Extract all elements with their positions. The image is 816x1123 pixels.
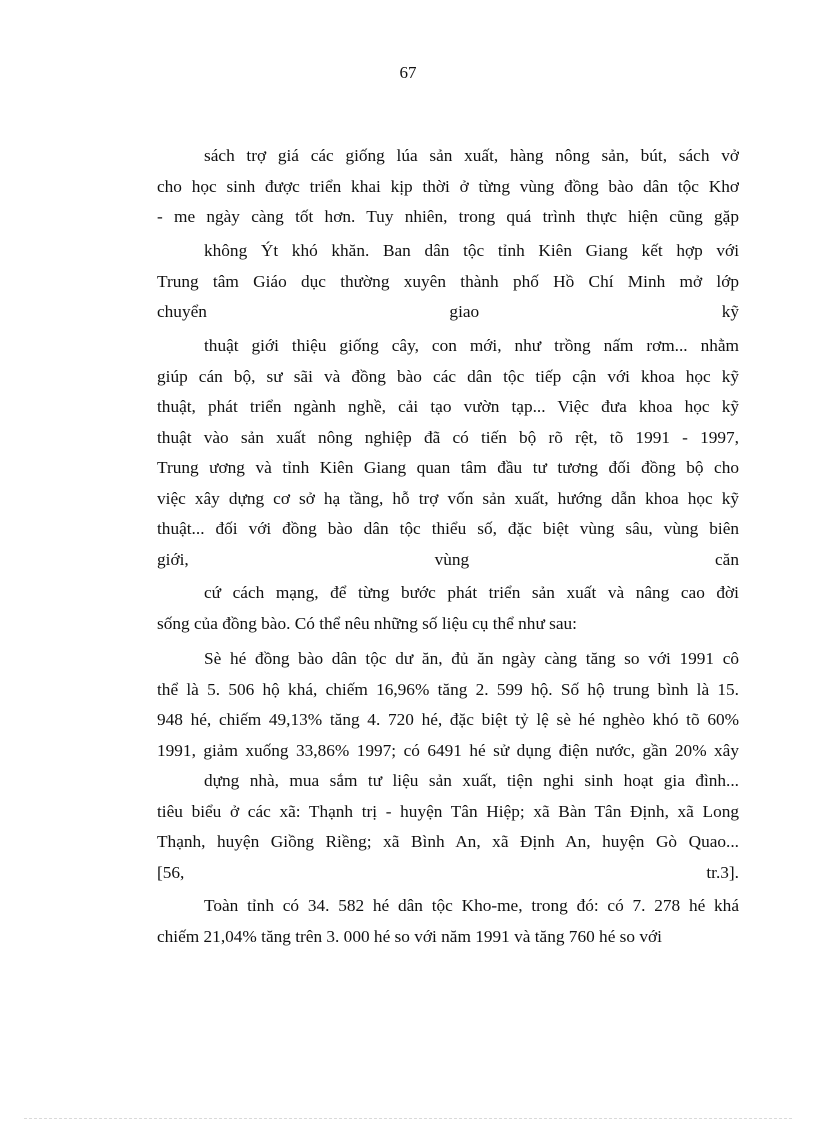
paragraph-2 — [157, 236, 739, 328]
text-line: dựng nhà, mua sắm tư liệu sản xuất, tiện nghi sinh hoạt gia đình... — [204, 771, 739, 790]
text-line: tiêu biểu ở các xã: Thạnh trị - huyện Tân Hiệp; xã Bàn Tân Định, xã Long — [157, 801, 739, 821]
paragraph-6 — [157, 766, 739, 888]
text-line: thể là 5. 506 hộ khá, chiếm 16,96% tăng 2. 599 hộ. Số hộ trung bình là 15. — [157, 679, 739, 699]
text-line: giới, vùng căn — [157, 549, 739, 569]
paragraph-4 — [157, 578, 739, 639]
text-line: Toàn tỉnh có 34. 582 hé dân tộc Kho-me, trong đó: có 7. 278 hé khá — [204, 896, 739, 915]
paragraph-5 — [157, 644, 739, 766]
text-line: chuyển giao kỹ — [157, 302, 739, 321]
paragraph-1 — [157, 141, 739, 233]
text-line: Sè hé đồng bào dân tộc dư ăn, đủ ăn ngày càng tăng so với 1991 cô — [204, 649, 739, 668]
text-line: cứ cách mạng, để từng bước phát triển sản xuất và nâng cao đời — [204, 583, 739, 602]
text-line: Thạnh, huyện Giồng Riềng; xã Bình An, xã Định An, huyện Gò Quao... — [157, 832, 739, 851]
text-line: giúp cán bộ, sư sãi và đồng bào các dân tộc tiếp cận với khoa học kỹ — [157, 366, 739, 386]
text-line: không Ýt khó khăn. Ban dân tộc tỉnh Kiên Giang kết hợp với — [204, 241, 739, 260]
text-line: 948 hé, chiếm 49,13% tăng 4. 720 hé, đặc biệt tỷ lệ sè hé nghèo khó tõ 60% — [157, 710, 739, 729]
text-line: thuật giới thiệu giống cây, con mới, như trồng nấm rơm... nhằm — [204, 336, 739, 355]
text-line: [56, tr.3]. — [157, 862, 739, 882]
text-line: chiếm 21,04% tăng trên 3. 000 hé so với năm 1991 và tăng 760 hé so với — [157, 926, 662, 946]
page-number: 67 — [399, 63, 417, 82]
text-line: việc xây dựng cơ sở hạ tầng, hỗ trợ vốn sản xuất, hướng dẫn khoa học kỹ — [157, 488, 739, 508]
text-line: cho học sinh được triển khai kịp thời ở từng vùng đồng bào dân tộc Khơ — [157, 176, 739, 196]
text-line: 1991, giảm xuống 33,86% 1997; có 6491 hé sử dụng điện nước, gần 20% xây — [157, 740, 739, 760]
text-line: sống của đồng bào. Có thể nêu những số liệu cụ thể như sau: — [157, 613, 577, 633]
paragraph-7 — [157, 891, 739, 952]
text-line: Trung tâm Giáo dục thường xuyên thành phố Hồ Chí Minh mở lớp — [157, 271, 739, 291]
text-line: sách trợ giá các giống lúa sản xuất, hàng nông sản, bút, sách vở — [204, 146, 739, 165]
text-line: - me ngày càng tốt hơn. Tuy nhiên, trong quá trình thực hiện cũng gặp — [157, 207, 739, 226]
text-line: thuật... đối với đồng bào dân tộc thiểu số, đặc biệt vùng sâu, vùng biên — [157, 519, 739, 538]
page-bottom-divider — [24, 1118, 792, 1119]
paragraph-3 — [157, 331, 739, 575]
text-line: thuật, phát triển ngành nghề, cải tạo vườn tạp... Việc đưa khoa học kỹ — [157, 397, 739, 416]
text-line: Trung ương và tỉnh Kiên Giang quan tâm đầu tư tương đối đồng bộ cho — [157, 458, 739, 477]
text-line: thuật vào sản xuất nông nghiệp đã có tiến bộ rõ rệt, tõ 1991 - 1997, — [157, 427, 739, 447]
